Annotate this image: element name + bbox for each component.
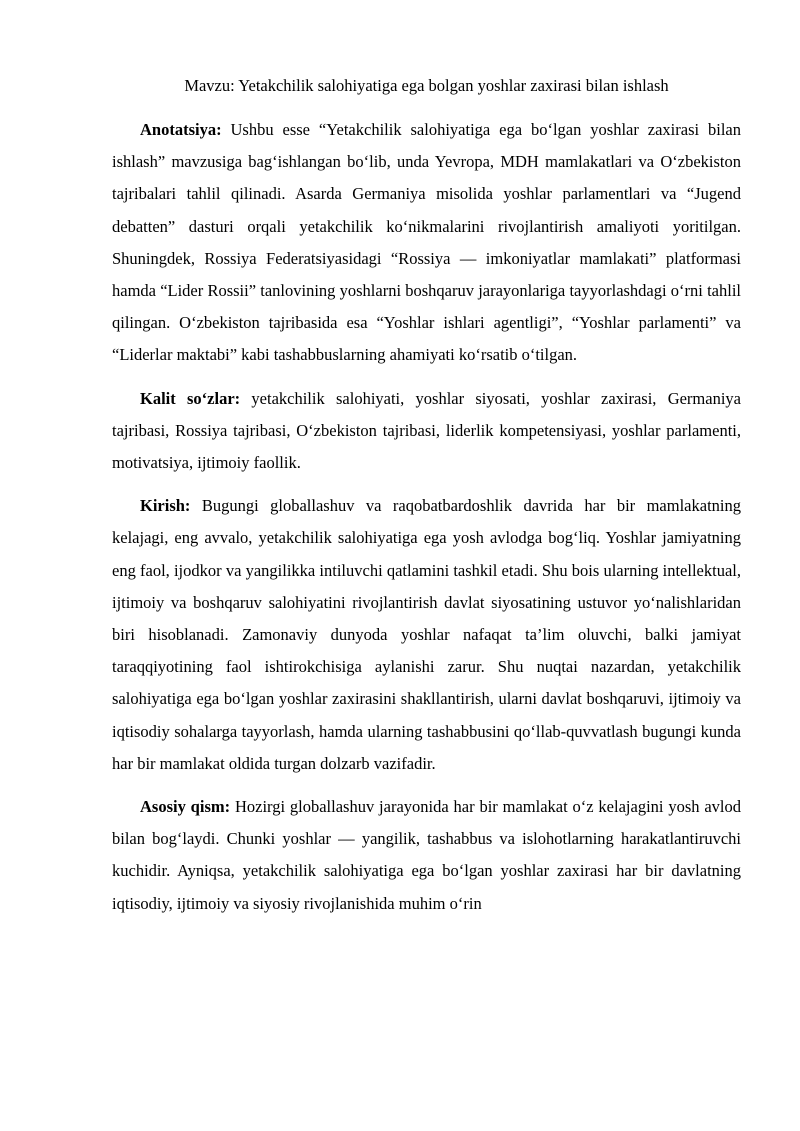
introduction-text: Bugungi globallashuv va raqobatbardoshlik davrida har bir mamlakatning kelajagi, eng avvalo, yetakchilik salohiyatiga ega yosh avlodga bog‘liq. Yoshlar jamiyatning eng faol, ijodkor va yangilikka intiluvchi qatlamini tashkil etadi. Shu bois ularning intellektual, ijtimoiy va boshqaruv salohiyatini rivojlantirish davlat siyosatining ustuvor yo‘nalishlaridan biri hisoblanadi. Zamonaviy dunyoda yoshlar nafaqat ta’lim oluvchi, balki jamiyat taraqqiyotining faol ishtirokchisiga aylanishi zarur. Shu nuqtai nazardan, yetakchilik salohiyatiga ega bo‘lgan yoshlar zaxirasini shakllantirish, ularni davlat boshqaruvi, ijtimoiy va iqtisodiy sohalarga tayyorlash, hamda ularning tashabbusini qo‘llab-quvvatlash bugungi kunda har bir mamlakat oldida turgan dolzarb vazifadir. xyxy=(112,496,741,773)
abstract-paragraph xyxy=(112,114,741,372)
abstract-heading: Anotatsiya: xyxy=(140,120,222,139)
main-part-text: Hozirgi globallashuv jarayonida har bir mamlakat o‘z kelajagini yosh avlod bilan bog‘laydi. Chunki yoshlar — yangilik, tashabbus va islohotlarning harakatlantiruvchi kuchidir. Ayniqsa, yetakchilik salohiyatiga ega bo‘lgan yoshlar zaxirasi har bir davlatning iqtisodiy, ijtimoiy va siyosiy rivojlanishida muhim o‘rin xyxy=(112,797,741,913)
main-part-paragraph xyxy=(112,791,741,920)
introduction-heading: Kirish: xyxy=(140,496,191,516)
keywords-heading: Kalit so‘zlar: xyxy=(140,388,241,408)
keywords-paragraph xyxy=(112,383,741,480)
introduction-paragraph xyxy=(112,490,741,780)
document-title: Mavzu: Yetakchilik salohiyatiga ega bolgan yoshlar zaxirasi bilan ishlash xyxy=(184,76,669,95)
main-part-heading: Asosiy qism: xyxy=(140,797,231,817)
keywords-text: yetakchilik salohiyati, yoshlar siyosati, yoshlar zaxirasi, Germaniya tajribasi, Rossiya tajribasi, O‘zbekiston tajribasi, liderlik kompetensiyasi, yoshlar parlamenti, motivatsiya, ijtimoiy faollik. xyxy=(112,388,741,473)
abstract-text: Ushbu esse “Yetakchilik salohiyatiga ega bo‘lgan yoshlar zaxirasi bilan ishlash” mavzusiga bag‘ishlangan bo‘lib, unda Yevropa, MDH mamlakatlari va O‘zbekiston tajribalari tahlil qilinadi. Asarda Germaniya misolida yoshlar parlamentlari va “Jugend debatten” dasturi orqali yetakchilik ko‘nikmalarini rivojlantirish amaliyoti yoritilgan. Shuningdek, Rossiya Federatsiyasidagi “Rossiya — imkoniyatlar mamlakati” platformasi hamda “Lider Rossii” tanlovining yoshlarni boshqaruv jarayonlariga tayyorlashdagi o‘rni tahlil qilingan. O‘zbekiston tajribasida esa “Yoshlar ishlari agentligi”, “Yoshlar parlamenti” va “Liderlar maktabi” kabi tashabbuslarning ahamiyati ko‘rsatib o‘tilgan. xyxy=(112,120,741,365)
document-page xyxy=(112,74,741,931)
